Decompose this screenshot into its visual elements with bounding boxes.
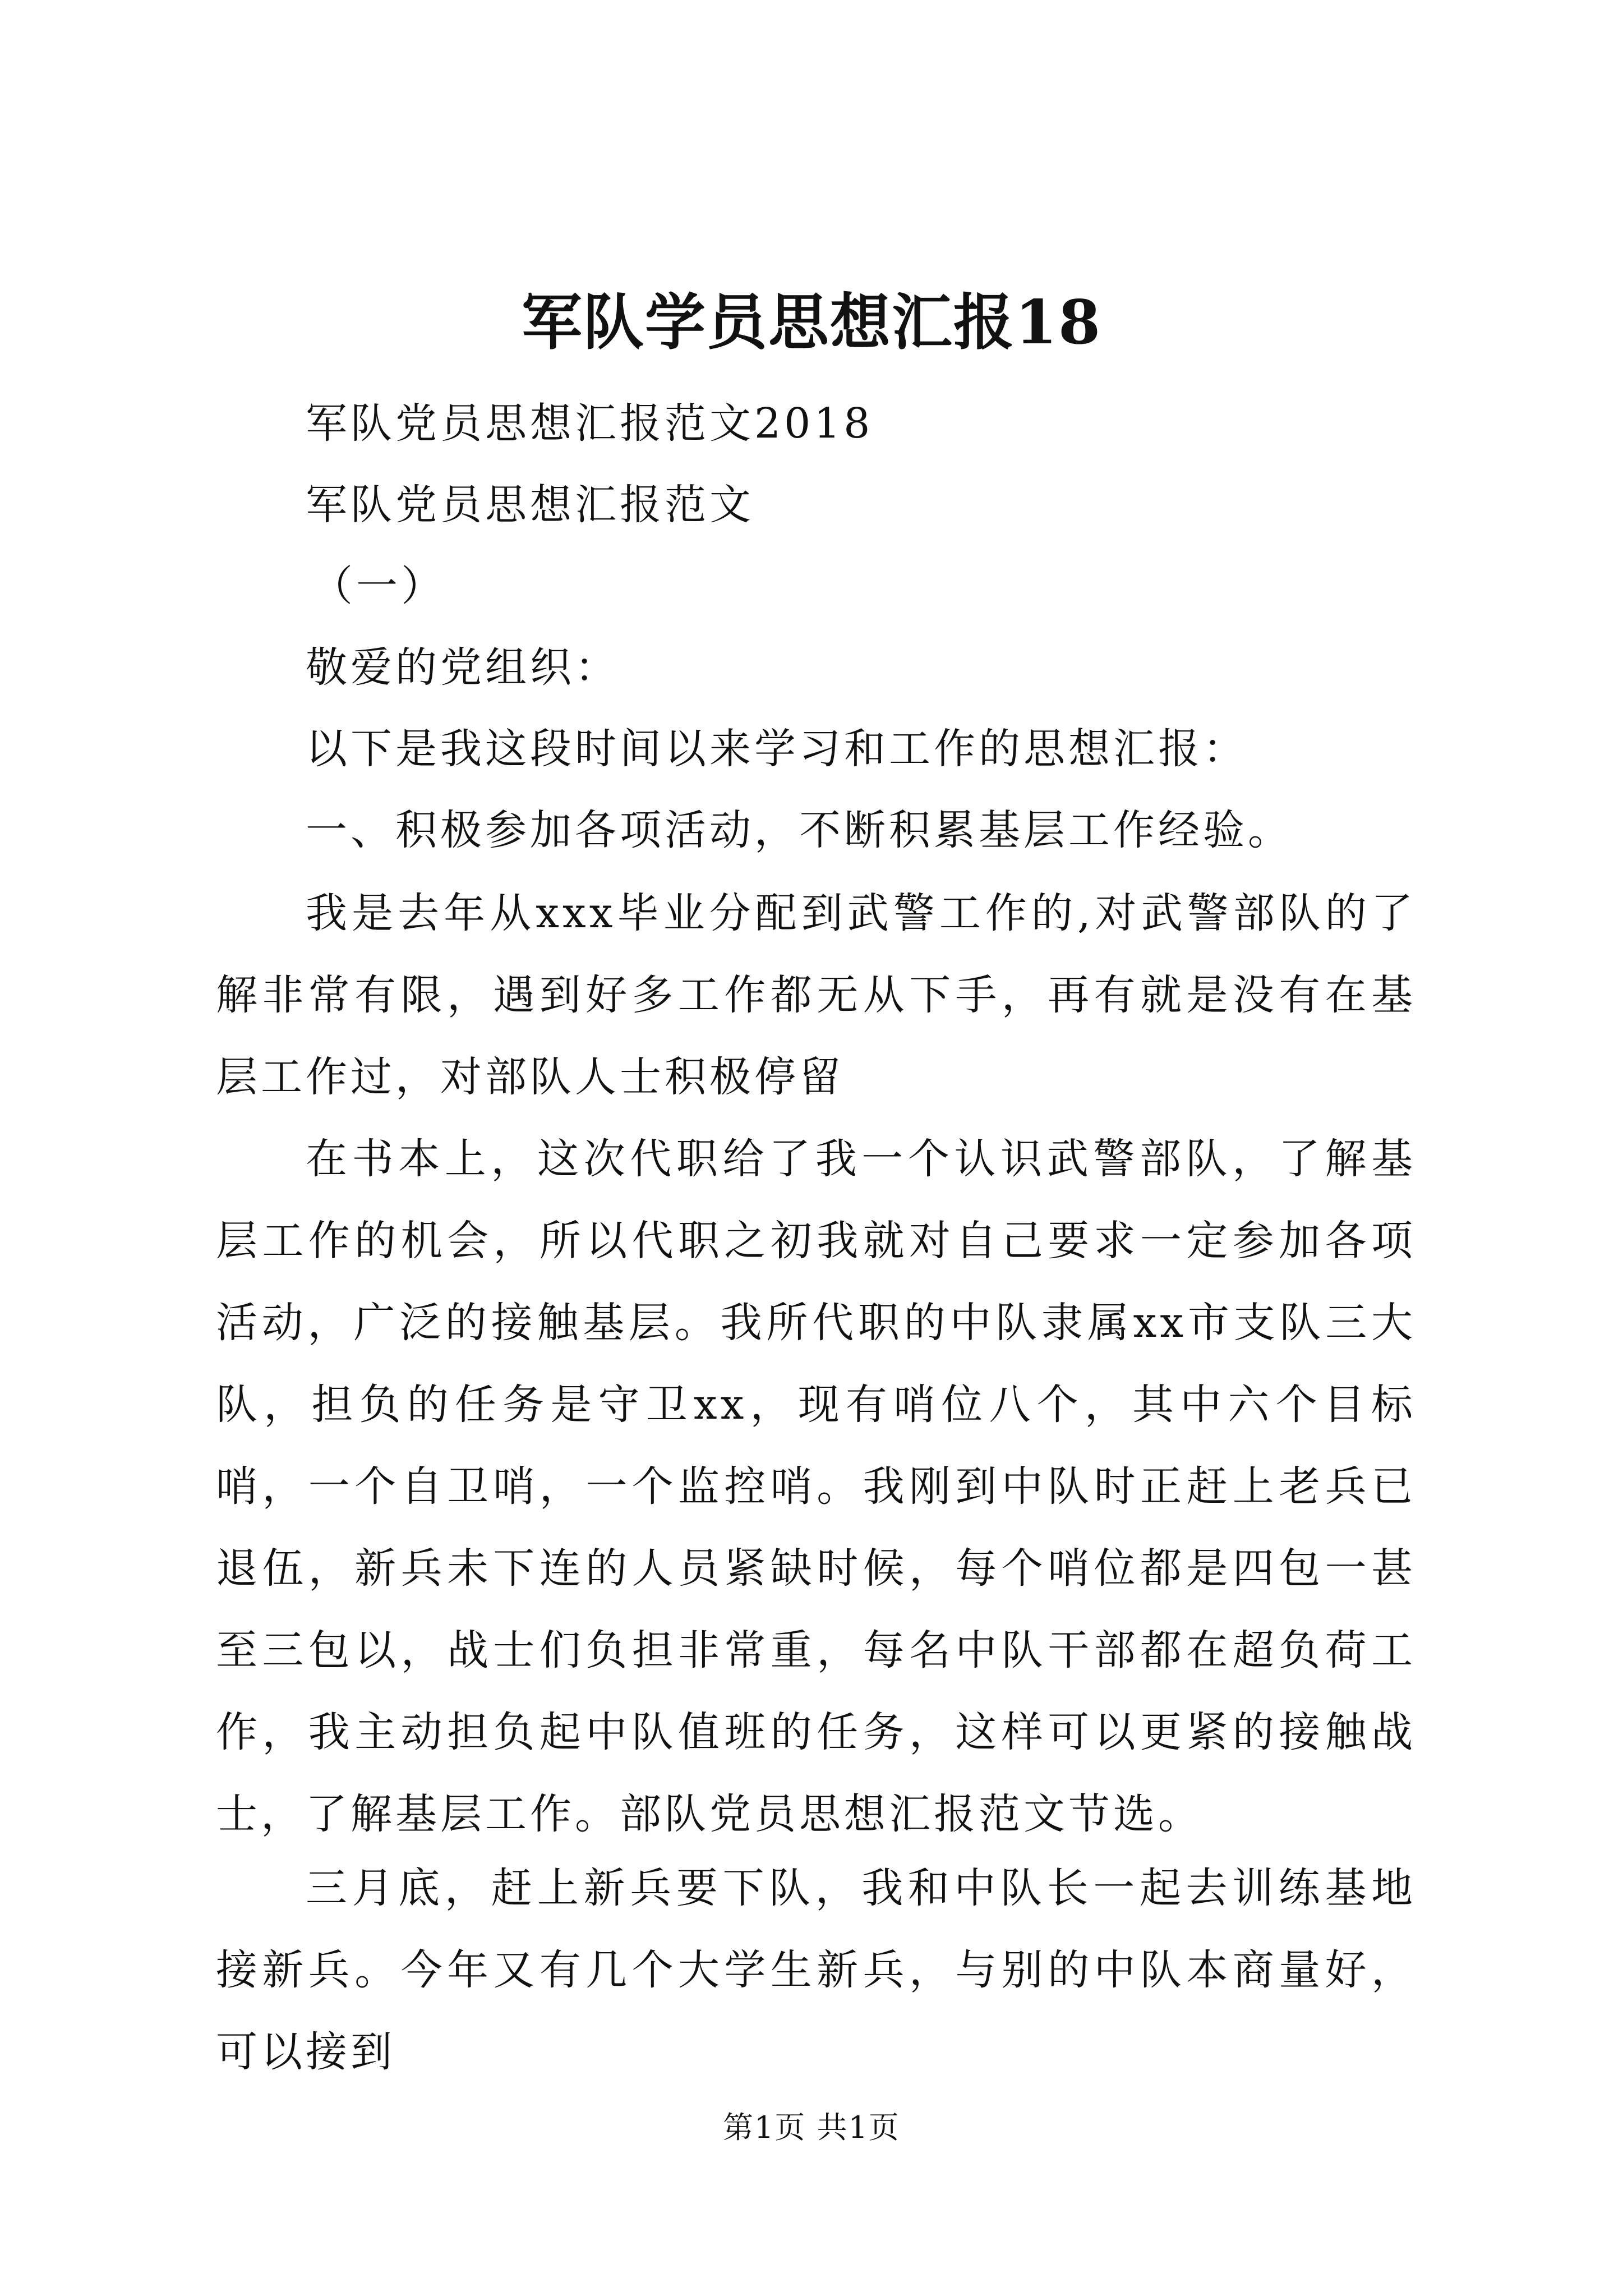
body-paragraph: 我是去年从xxx毕业分配到武警工作的,对武警部队的了解非常有限，遇到好多工作都无从下手，再有就是没有在基层工作过，对部队人士积极停留 — [216, 889, 1416, 1101]
intro-line: 以下是我这段时间以来学习和工作的思想汇报： — [306, 725, 1248, 773]
subtitle-line: 军队党员思想汇报范文2018 — [306, 399, 874, 448]
body-paragraph: 在书本上，这次代职给了我一个认识武警部队，了解基层工作的机会，所以代职之初我就对自己要求一定参加各项活动，广泛的接触基层。我所代职的中队隶属xx市支队三大队，担负的任务是守卫xx，现有哨位八个，其中六个目标哨，一个自卫哨，一个监控哨。我刚到中队时正赶上老兵已退伍，新兵未下连的人员紧缺时候，每个哨位都是四包一甚至三包以，战士们负担非常重，每名中队干部都在超负荷工作，我主动担负起中队值班的任务，这样可以更紧的接触战士，了解基层工作。部队党员思想汇报范文节选。 — [216, 1135, 1416, 1838]
section-heading-line: 一、积极参加各项活动，不断积累基层工作经验。 — [306, 806, 1293, 854]
body-paragraph: 三月底，赶上新兵要下队，我和中队长一起去训练基地接新兵。今年又有几个大学生新兵，与别的中队本商量好，可以接到 — [216, 1864, 1416, 2076]
subtitle-line: 军队党员思想汇报范文 — [306, 481, 754, 529]
section-number-line: （一） — [311, 562, 446, 610]
document-title: 军队学员思想汇报18 — [521, 287, 1102, 358]
salutation-line: 敬爱的党组织： — [306, 643, 620, 692]
page-footer: 第1页 共1页 — [723, 2110, 900, 2145]
